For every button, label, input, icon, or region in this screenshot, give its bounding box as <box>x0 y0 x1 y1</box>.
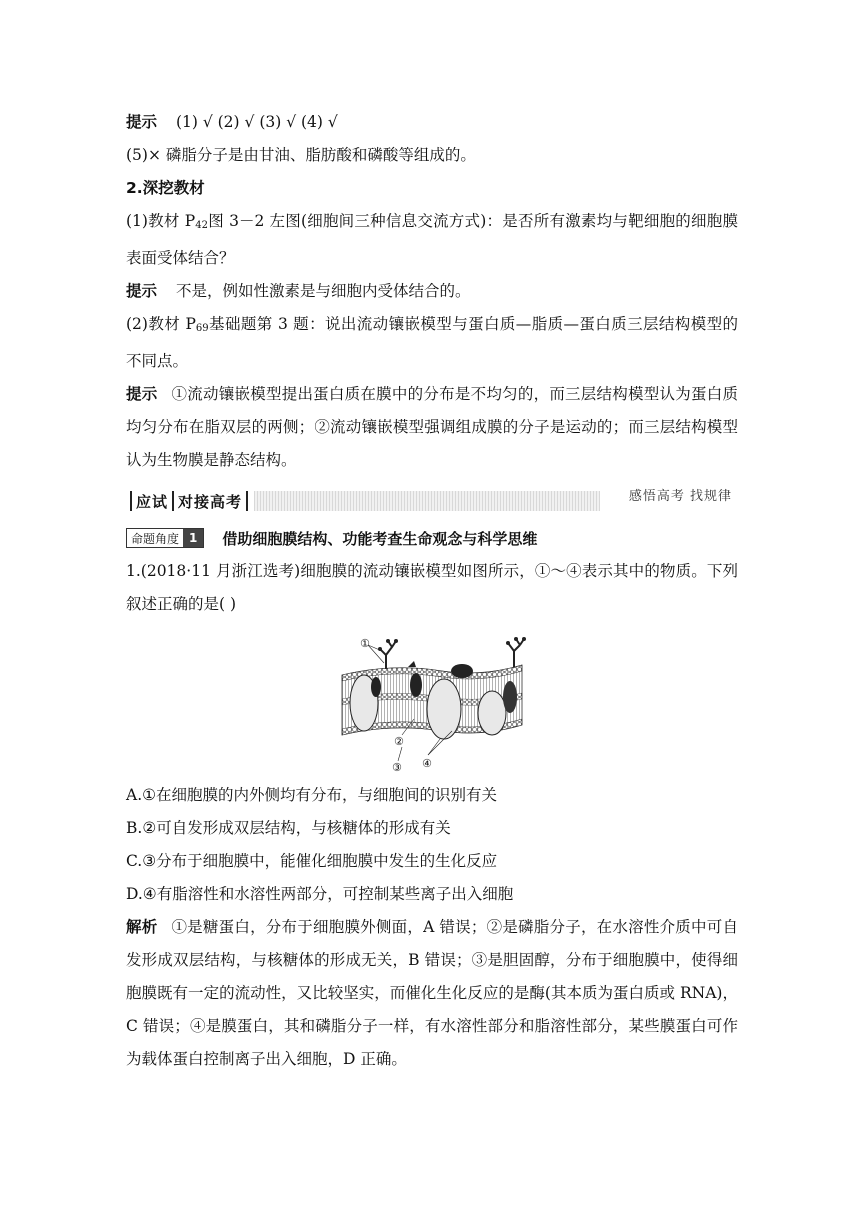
question-stem: 1.(2018·11 月浙江选考)细胞膜的流动镶嵌模型如图所示，①～④表示其中的物质。下列叙述正确的是( ) <box>126 562 738 613</box>
angle-title: 借助细胞膜结构、功能考查生命观念与科学思维 <box>222 529 538 548</box>
hint-label: 提示 <box>126 282 158 300</box>
hint-label: 提示 <box>126 385 158 403</box>
option-c: C.③分布于细胞膜中，能催化细胞膜中发生的生化反应 <box>126 852 498 870</box>
membrane-figure <box>126 627 738 775</box>
divider <box>130 491 132 511</box>
hint-2 <box>126 275 738 308</box>
question-angle <box>126 521 738 555</box>
analysis-label: 解析 <box>126 918 158 936</box>
hint-answers-text: (1) √ (2) √ (3) √ (4) √ <box>175 113 338 131</box>
section-banner <box>126 487 738 515</box>
hint-3 <box>126 378 738 477</box>
banner-subtitle: 感悟高考 找规律 <box>628 489 732 504</box>
label-3: ③ <box>392 761 402 774</box>
hint-label: 提示 <box>126 113 158 131</box>
analysis-text: ①是糖蛋白，分布于细胞膜外侧面，A 错误；②是磷脂分子，在水溶性介质中可自发形成双层结构，与核糖体的形成无关，B 错误；③是胆固醇，分布于细胞膜中，使得细胞膜既有一定的流动性，又比较坚实，而催化生化反应的是酶(其本质为蛋白质或 RNA)，C 错误；④是膜蛋白，其和磷脂分子一样，有水溶性部分和脂溶性部分，某些膜蛋白可作为载体蛋白控制离子出入细胞，D 正确。 <box>126 918 738 1068</box>
banner-band <box>254 491 600 511</box>
document-page <box>126 106 738 1076</box>
textbook-question-1: (1)教材 $P_{42}$图 3－2 左图(细胞间三种信息交流方式)：是否所有激素均与靶细胞的细胞膜表面受体结合？ <box>126 212 739 267</box>
hint-3-text: ①流动镶嵌模型提出蛋白质在膜中的分布是不均匀的，而三层结构模型认为蛋白质均匀分布在脂双层的两侧；②流动镶嵌模型强调组成膜的分子是运动的；而三层结构模型认为生物膜是静态结构。 <box>126 385 738 469</box>
label-2: ② <box>394 735 404 748</box>
fluid-mosaic-diagram <box>332 627 532 775</box>
hint-answers <box>126 106 738 139</box>
answer-5: (5)× 磷脂分子是由甘油、脂肪酸和磷酸等组成的。 <box>126 146 476 164</box>
textbook-question-2: (2)教材 $P_{69}$基础题第 3 题：说出流动镶嵌模型与蛋白质—脂质—蛋白质三层结构模型的不同点。 <box>126 315 739 370</box>
banner-title: 应试 对接高考 <box>126 487 252 515</box>
divider <box>172 491 174 511</box>
hint-2-text: 不是，例如性激素是与细胞内受体结合的。 <box>175 282 471 300</box>
analysis <box>126 911 738 1076</box>
option-a: A.①在细胞膜的内外侧均有分布，与细胞间的识别有关 <box>126 786 498 804</box>
divider <box>246 491 248 511</box>
label-4: ④ <box>422 757 432 770</box>
label-1: ① <box>360 637 370 650</box>
option-b: B.②可自发形成双层结构，与核糖体的形成有关 <box>126 819 451 837</box>
angle-tag: 命题角度 1 <box>126 528 204 548</box>
section-heading: 2.深挖教材 <box>126 179 205 197</box>
option-d: D.④有脂溶性和水溶性两部分，可控制某些离子出入细胞 <box>126 885 514 903</box>
